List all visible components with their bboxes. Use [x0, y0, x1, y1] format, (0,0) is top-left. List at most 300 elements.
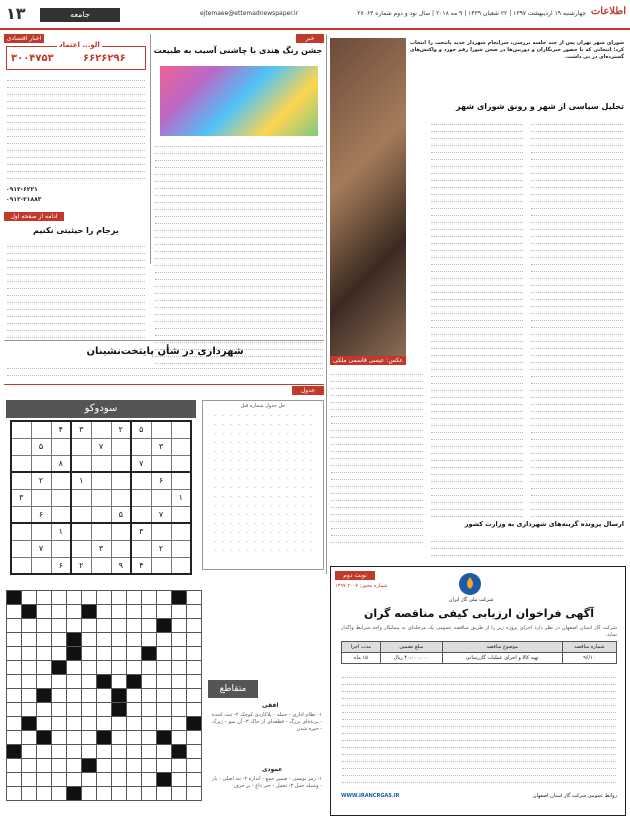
sudoku-cell[interactable]: ۹	[111, 557, 131, 574]
crossword-cell[interactable]	[172, 605, 187, 619]
crossword-cell[interactable]	[82, 745, 97, 759]
solution-cell: ·	[278, 475, 280, 482]
crossword-cell[interactable]	[112, 731, 127, 745]
crossword-cell[interactable]	[142, 717, 157, 731]
crossword-cell[interactable]	[82, 717, 97, 731]
crossword-cell[interactable]	[187, 731, 202, 745]
sudoku-cell[interactable]: ۲	[111, 421, 131, 438]
sudoku-cell[interactable]	[71, 455, 91, 472]
sudoku-cell[interactable]	[71, 523, 91, 540]
sudoku-cell[interactable]	[91, 523, 111, 540]
crossword-cell[interactable]	[7, 675, 22, 689]
crossword-cell[interactable]	[67, 745, 82, 759]
crossword-cell[interactable]	[112, 633, 127, 647]
crossword-cell[interactable]	[97, 703, 112, 717]
sudoku-cell[interactable]	[171, 540, 191, 557]
crossword-cell[interactable]	[97, 759, 112, 773]
solution-cell: ·	[214, 448, 216, 455]
crossword-cell[interactable]	[82, 619, 97, 633]
sudoku-cell[interactable]	[51, 540, 71, 557]
sudoku-cell[interactable]	[71, 540, 91, 557]
text-line	[531, 188, 623, 195]
crossword-block	[52, 661, 67, 675]
main-story-bottom-subhead: ارسال پرونده گزینه‌های شهرداری به وزارت کشور	[464, 520, 624, 528]
sudoku-cell[interactable]	[11, 523, 31, 540]
sudoku-cell[interactable]: ۶	[31, 506, 51, 523]
crossword-cell[interactable]	[22, 675, 37, 689]
sudoku-cell[interactable]	[91, 506, 111, 523]
sudoku-cell[interactable]: ۶	[151, 472, 171, 489]
crossword-cell[interactable]	[187, 689, 202, 703]
crossword-cell[interactable]	[172, 773, 187, 787]
crossword-cell[interactable]	[67, 773, 82, 787]
sudoku-cell[interactable]: ۴	[51, 421, 71, 438]
sudoku-cell[interactable]	[91, 557, 111, 574]
crossword-cell[interactable]	[52, 717, 67, 731]
crossword-cell[interactable]	[37, 647, 52, 661]
crossword-cell[interactable]	[22, 773, 37, 787]
crossword-cell[interactable]	[22, 745, 37, 759]
crossword-cell[interactable]	[67, 675, 82, 689]
crossword-cell[interactable]	[157, 675, 172, 689]
crossword-cell[interactable]	[172, 647, 187, 661]
crossword-cell[interactable]	[142, 787, 157, 801]
sudoku-cell[interactable]	[91, 421, 111, 438]
main-story-body-2	[430, 118, 524, 518]
crossword-cell[interactable]	[97, 745, 112, 759]
sudoku-grid[interactable]	[10, 420, 192, 575]
crossword-cell[interactable]	[7, 717, 22, 731]
crossword-cell[interactable]	[187, 619, 202, 633]
crossword-cell[interactable]	[97, 773, 112, 787]
crossword-cell[interactable]	[157, 591, 172, 605]
crossword-cell[interactable]	[127, 661, 142, 675]
sudoku-cell[interactable]	[171, 421, 191, 438]
crossword-cell[interactable]	[37, 787, 52, 801]
crossword-cell[interactable]	[22, 647, 37, 661]
sudoku-cell[interactable]	[31, 557, 51, 574]
crossword-cell[interactable]	[157, 605, 172, 619]
crossword-cell[interactable]	[112, 773, 127, 787]
solution-cell: ·	[214, 421, 216, 428]
crossword-cell[interactable]	[187, 591, 202, 605]
crossword-cell[interactable]	[112, 717, 127, 731]
sudoku-cell[interactable]	[11, 540, 31, 557]
crossword-cell[interactable]	[67, 591, 82, 605]
crossword-cell[interactable]	[127, 773, 142, 787]
crossword-cell[interactable]	[127, 787, 142, 801]
text-line	[342, 692, 616, 699]
crossword-cell[interactable]	[142, 745, 157, 759]
crossword-cell[interactable]	[157, 647, 172, 661]
sudoku-cell[interactable]: ۶	[51, 557, 71, 574]
sudoku-cell[interactable]: ۳	[71, 421, 91, 438]
solution-cell: ·	[214, 511, 216, 518]
crossword-cell[interactable]	[67, 717, 82, 731]
solution-cell: ·	[238, 511, 240, 518]
sudoku-cell[interactable]	[91, 472, 111, 489]
crossword-cell[interactable]	[172, 759, 187, 773]
sudoku-cell[interactable]: ۱	[171, 489, 191, 506]
crossword-cell[interactable]	[67, 731, 82, 745]
text-line	[155, 308, 323, 315]
sudoku-cell[interactable]	[111, 489, 131, 506]
crossword-cell[interactable]	[52, 619, 67, 633]
crossword-cell[interactable]	[37, 591, 52, 605]
crossword-cell[interactable]	[142, 591, 157, 605]
crossword-cell[interactable]	[97, 633, 112, 647]
crossword-cell[interactable]	[22, 689, 37, 703]
crossword-cell[interactable]	[127, 633, 142, 647]
sudoku-cell[interactable]: ۵	[131, 421, 151, 438]
crossword-cell[interactable]	[127, 647, 142, 661]
crossword-cell[interactable]	[112, 591, 127, 605]
crossword-grid[interactable]	[6, 590, 202, 801]
crossword-cell[interactable]	[97, 717, 112, 731]
sudoku-cell[interactable]	[71, 489, 91, 506]
crossword-cell[interactable]	[37, 661, 52, 675]
crossword-cell[interactable]	[22, 787, 37, 801]
sudoku-cell[interactable]	[71, 438, 91, 455]
sudoku-cell[interactable]	[131, 489, 151, 506]
crossword-cell[interactable]	[82, 703, 97, 717]
text-line	[531, 349, 623, 356]
crossword-cell[interactable]	[142, 689, 157, 703]
crossword-cell[interactable]	[82, 633, 97, 647]
sudoku-cell[interactable]: ۵	[111, 506, 131, 523]
crossword-cell[interactable]	[97, 647, 112, 661]
crossword-cell[interactable]	[97, 605, 112, 619]
solution-cell: ·	[214, 538, 216, 545]
crossword-cell[interactable]	[157, 745, 172, 759]
sudoku-cell[interactable]	[171, 472, 191, 489]
crossword-cell[interactable]	[187, 745, 202, 759]
section-rule	[4, 340, 324, 341]
crossword-cell[interactable]	[82, 661, 97, 675]
crossword-cell[interactable]	[82, 773, 97, 787]
crossword-cell[interactable]	[112, 647, 127, 661]
crossword-cell[interactable]	[52, 591, 67, 605]
solution-cell: ·	[262, 511, 264, 518]
crossword-cell[interactable]	[127, 689, 142, 703]
crossword-cell[interactable]	[37, 675, 52, 689]
sudoku-cell[interactable]	[11, 455, 31, 472]
crossword-cell[interactable]	[67, 605, 82, 619]
crossword-cell[interactable]	[112, 745, 127, 759]
crossword-cell[interactable]	[187, 759, 202, 773]
crossword-cell[interactable]	[7, 703, 22, 717]
sudoku-cell[interactable]	[11, 472, 31, 489]
sudoku-cell[interactable]	[111, 438, 131, 455]
crossword-cell[interactable]	[142, 675, 157, 689]
solution-cell: ·	[246, 475, 248, 482]
crossword-cell[interactable]	[52, 633, 67, 647]
text-line	[431, 342, 523, 349]
crossword-cell[interactable]	[82, 591, 97, 605]
sudoku-cell[interactable]	[171, 438, 191, 455]
crossword-cell[interactable]	[22, 731, 37, 745]
sudoku-cell[interactable]: ۲	[31, 472, 51, 489]
solution-cell: ·	[310, 520, 312, 527]
sudoku-cell[interactable]	[111, 472, 131, 489]
crossword-cell[interactable]	[37, 633, 52, 647]
solution-cell: ·	[294, 538, 296, 545]
sudoku-cell[interactable]	[11, 506, 31, 523]
crossword-cell[interactable]	[67, 759, 82, 773]
crossword-cell[interactable]	[52, 675, 67, 689]
sudoku-cell[interactable]: ۸	[51, 455, 71, 472]
crossword-cell[interactable]	[172, 703, 187, 717]
crossword-cell[interactable]	[172, 717, 187, 731]
solution-cell: ·	[294, 502, 296, 509]
crossword-cell[interactable]	[7, 731, 22, 745]
crossword-cell[interactable]	[187, 703, 202, 717]
crossword-cell[interactable]	[37, 773, 52, 787]
crossword-cell[interactable]	[112, 619, 127, 633]
sudoku-cell[interactable]	[171, 557, 191, 574]
crossword-cell[interactable]	[142, 619, 157, 633]
crossword-cell[interactable]	[67, 661, 82, 675]
crossword-cell[interactable]	[97, 787, 112, 801]
sudoku-cell[interactable]	[151, 557, 171, 574]
crossword-cell[interactable]	[7, 619, 22, 633]
sudoku-cell[interactable]: ۳	[151, 438, 171, 455]
crossword-cell[interactable]	[82, 647, 97, 661]
sudoku-cell[interactable]	[51, 506, 71, 523]
text-line	[331, 487, 423, 494]
crossword-cell[interactable]	[97, 689, 112, 703]
sudoku-cell[interactable]: ۳	[131, 523, 151, 540]
sudoku-cell[interactable]	[171, 455, 191, 472]
sudoku-cell[interactable]	[131, 438, 151, 455]
crossword-cell[interactable]	[7, 647, 22, 661]
sudoku-cell[interactable]	[171, 523, 191, 540]
crossword-cell[interactable]	[112, 605, 127, 619]
text-line	[7, 123, 145, 130]
crossword-cell[interactable]	[187, 605, 202, 619]
text-line	[331, 417, 423, 424]
crossword-cell[interactable]	[127, 605, 142, 619]
sudoku-cell[interactable]	[31, 523, 51, 540]
crossword-cell[interactable]	[157, 633, 172, 647]
crossword-cell[interactable]	[112, 787, 127, 801]
crossword-cell[interactable]	[187, 773, 202, 787]
crossword-block	[172, 745, 187, 759]
crossword-cell[interactable]	[127, 703, 142, 717]
crossword-cell[interactable]	[7, 773, 22, 787]
crossword-cell[interactable]	[7, 787, 22, 801]
crossword-cell[interactable]	[127, 731, 142, 745]
crossword-cell[interactable]	[52, 745, 67, 759]
crossword-cell[interactable]	[142, 703, 157, 717]
crossword-cell[interactable]	[142, 731, 157, 745]
sudoku-cell[interactable]	[151, 523, 171, 540]
text-line	[431, 419, 523, 426]
crossword-cell[interactable]	[37, 745, 52, 759]
sudoku-cell[interactable]	[11, 557, 31, 574]
solution-row	[211, 501, 315, 510]
sudoku-cell[interactable]: ۳	[11, 489, 31, 506]
sudoku-cell[interactable]: ۴	[131, 557, 151, 574]
solution-cell: ·	[254, 511, 256, 518]
sudoku-cell[interactable]: ۳	[91, 540, 111, 557]
sudoku-cell[interactable]	[111, 455, 131, 472]
crossword-cell[interactable]	[52, 703, 67, 717]
sudoku-cell[interactable]	[111, 540, 131, 557]
crossword-cell[interactable]	[37, 759, 52, 773]
solution-cell: ·	[294, 430, 296, 437]
sudoku-cell[interactable]	[131, 472, 151, 489]
crossword-cell[interactable]	[82, 689, 97, 703]
text-line	[155, 322, 323, 329]
crossword-cell[interactable]	[127, 759, 142, 773]
crossword-row	[7, 731, 202, 745]
text-line	[431, 391, 523, 398]
crossword-cell[interactable]	[7, 689, 22, 703]
solution-cell: ·	[286, 475, 288, 482]
sudoku-cell[interactable]: ۲	[151, 540, 171, 557]
crossword-cell[interactable]	[172, 787, 187, 801]
crossword-cell[interactable]	[172, 689, 187, 703]
crossword-block	[67, 633, 82, 647]
crossword-cell[interactable]	[82, 731, 97, 745]
crossword-cell[interactable]	[22, 591, 37, 605]
crossword-cell[interactable]	[172, 633, 187, 647]
sudoku-cell[interactable]	[71, 506, 91, 523]
crossword-cell[interactable]	[52, 605, 67, 619]
sudoku-cell[interactable]: ۱	[71, 472, 91, 489]
sudoku-cell[interactable]	[51, 489, 71, 506]
crossword-cell[interactable]	[187, 633, 202, 647]
crossword-cell[interactable]	[142, 759, 157, 773]
crossword-cell[interactable]	[97, 619, 112, 633]
crossword-cell[interactable]	[172, 731, 187, 745]
crossword-cell[interactable]	[97, 591, 112, 605]
sudoku-cell[interactable]: ۷	[131, 455, 151, 472]
sudoku-cell[interactable]: ۱	[51, 523, 71, 540]
crossword-cell[interactable]	[22, 661, 37, 675]
sudoku-cell[interactable]	[171, 506, 191, 523]
crossword-cell[interactable]	[187, 661, 202, 675]
sudoku-cell[interactable]	[151, 421, 171, 438]
sudoku-cell[interactable]	[31, 489, 51, 506]
crossword-cell[interactable]	[157, 689, 172, 703]
sudoku-cell[interactable]	[11, 438, 31, 455]
sudoku-cell[interactable]	[31, 421, 51, 438]
crossword-cell[interactable]	[52, 787, 67, 801]
crossword-cell[interactable]	[157, 759, 172, 773]
sudoku-cell[interactable]: ۵	[31, 438, 51, 455]
crossword-cell[interactable]	[142, 605, 157, 619]
crossword-cell[interactable]	[97, 661, 112, 675]
sudoku-cell[interactable]	[111, 523, 131, 540]
crossword-cell[interactable]	[37, 619, 52, 633]
crossword-cell[interactable]	[127, 745, 142, 759]
crossword-cell[interactable]	[172, 661, 187, 675]
crossword-cell[interactable]	[112, 675, 127, 689]
text-line	[342, 699, 616, 706]
crossword-cell[interactable]	[37, 605, 52, 619]
solution-cell: ·	[262, 538, 264, 545]
text-line	[431, 412, 523, 419]
crossword-cell[interactable]	[187, 787, 202, 801]
sudoku-cell[interactable]	[51, 472, 71, 489]
sudoku-row	[11, 489, 191, 506]
sudoku-cell[interactable]	[51, 438, 71, 455]
sudoku-cell[interactable]: ۷	[151, 506, 171, 523]
crossword-cell[interactable]	[22, 619, 37, 633]
solution-cell: ·	[254, 484, 256, 491]
crossword-cell[interactable]	[112, 661, 127, 675]
sudoku-cell[interactable]	[131, 506, 151, 523]
crossword-cell[interactable]	[52, 759, 67, 773]
crossword-cell[interactable]	[142, 773, 157, 787]
crossword-cell[interactable]	[172, 619, 187, 633]
solution-cell: ·	[310, 475, 312, 482]
crossword-cell[interactable]	[157, 787, 172, 801]
crossword-cell[interactable]	[52, 773, 67, 787]
solution-cell: ·	[222, 430, 224, 437]
crossword-cell[interactable]	[187, 675, 202, 689]
crossword-cell[interactable]	[67, 703, 82, 717]
crossword-cell[interactable]	[157, 703, 172, 717]
sudoku-cell[interactable]	[151, 455, 171, 472]
tender-website[interactable]: WWW.IRANCRGAS.IR	[341, 793, 400, 799]
crossword-cell[interactable]	[157, 661, 172, 675]
sudoku-cell[interactable]	[31, 455, 51, 472]
crossword-cell[interactable]	[82, 675, 97, 689]
crossword-cell[interactable]	[112, 759, 127, 773]
sudoku-cell[interactable]	[91, 489, 111, 506]
crossword-cell[interactable]	[37, 717, 52, 731]
crossword-cell[interactable]	[22, 759, 37, 773]
solution-cell: ·	[222, 448, 224, 455]
crossword-cell[interactable]	[7, 633, 22, 647]
crossword-cell[interactable]	[37, 703, 52, 717]
crossword-cell[interactable]	[7, 759, 22, 773]
crossword-cell[interactable]	[52, 731, 67, 745]
crossword-cell[interactable]	[82, 787, 97, 801]
crossword-cell[interactable]	[142, 661, 157, 675]
sudoku-cell[interactable]	[91, 455, 111, 472]
crossword-cell[interactable]	[142, 633, 157, 647]
text-line	[531, 405, 623, 412]
crossword-cell[interactable]	[7, 605, 22, 619]
sudoku-cell[interactable]	[11, 421, 31, 438]
sudoku-cell[interactable]: ۷	[31, 540, 51, 557]
crossword-cell[interactable]	[127, 619, 142, 633]
crossword-cell[interactable]	[67, 619, 82, 633]
crossword-cell[interactable]	[187, 647, 202, 661]
sudoku-cell[interactable]: ۲	[71, 557, 91, 574]
sudoku-cell[interactable]	[151, 489, 171, 506]
crossword-cell[interactable]	[52, 647, 67, 661]
sudoku-cell[interactable]: ۷	[91, 438, 111, 455]
crossword-cell[interactable]	[22, 633, 37, 647]
sudoku-row	[11, 455, 191, 472]
crossword-cell[interactable]	[157, 717, 172, 731]
crossword-cell[interactable]	[172, 675, 187, 689]
crossword-cell[interactable]	[22, 703, 37, 717]
sudoku-cell[interactable]	[131, 540, 151, 557]
crossword-cell[interactable]	[52, 689, 67, 703]
text-line	[431, 454, 523, 461]
crossword-cell[interactable]	[127, 717, 142, 731]
crossword-cell[interactable]	[67, 689, 82, 703]
solution-row	[211, 429, 315, 438]
crossword-cell[interactable]	[7, 661, 22, 675]
crossword-cell[interactable]	[127, 591, 142, 605]
